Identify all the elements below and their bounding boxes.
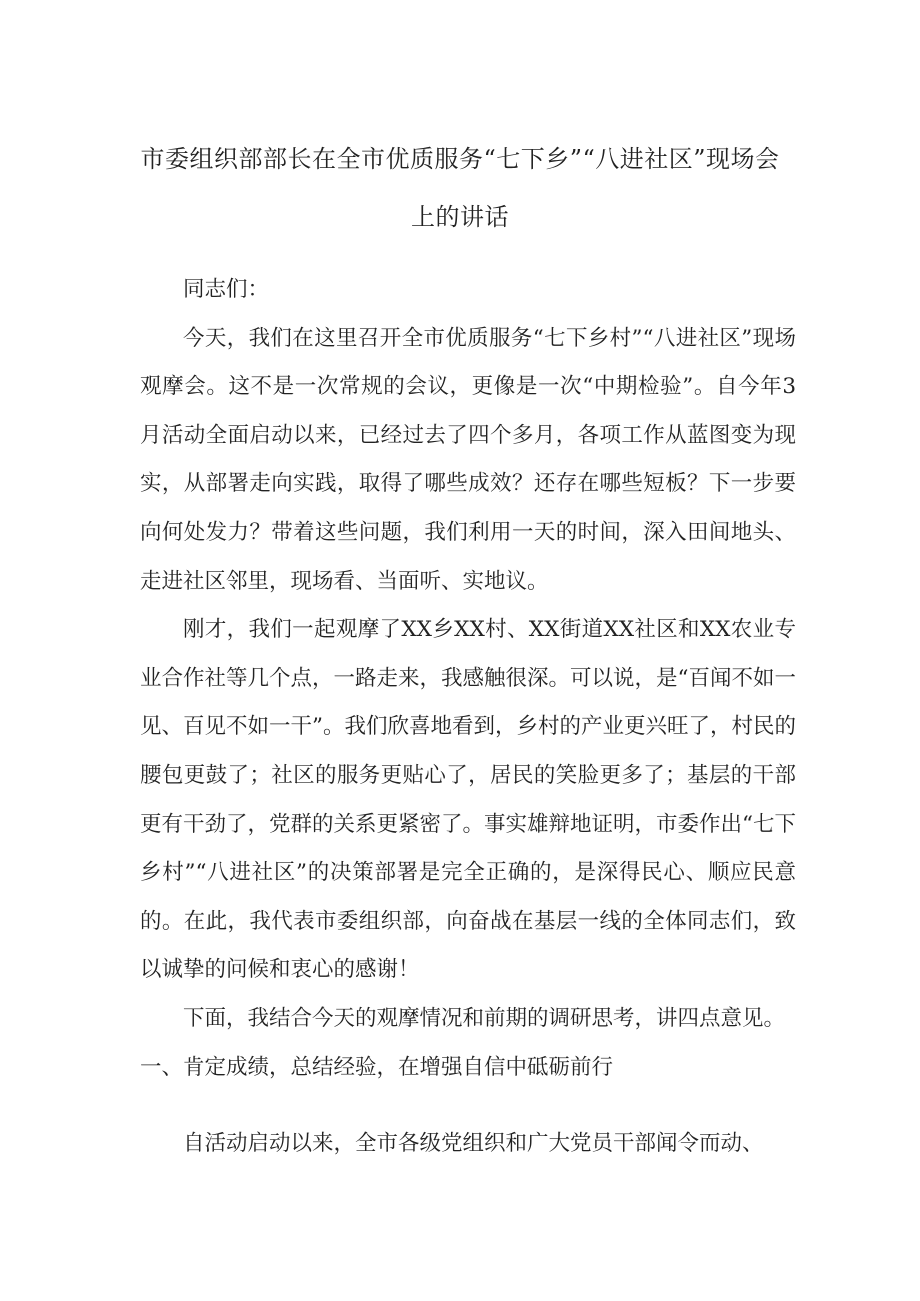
- section-paragraph: 自活动启动以来，全市各级党组织和广大党员干部闻令而动、: [183, 1131, 764, 1157]
- salutation: 同志们：: [183, 277, 270, 302]
- document-body: [140, 266, 796, 1169]
- paragraph-3: 下面，我结合今天的观摩情况和前期的调研思考，讲四点意见。: [183, 1005, 786, 1031]
- section-heading: 一、肯定成绩，总结经验，在增强自信中砥砺前行: [140, 1054, 614, 1080]
- document-title: 市委组织部部长在全市优质服务“七下乡”“八进社区”现场会上的讲话: [140, 145, 780, 231]
- paragraph-1: 今天，我们在这里召开全市优质服务“七下乡村”“八进社区”现场观摩会。这不是一次常规的会议，更像是一次“中期检验”。自今年3月活动全面启动以来，已经过去了四个多月，各项工作从蓝图变为现实，从部署走向实践，取得了哪些成效？还存在哪些短板？下一步要向何处发力？带着这些问题，我们利用一天的时间，深入田间地头、走进社区邻里，现场看、当面听、实地议。: [140, 325, 796, 594]
- paragraph-2: 刚才，我们一起观摩了XX乡XX村、XX街道XX社区和XX农业专业合作社等几个点，一路走来，我感触很深。可以说，是“百闻不如一见、百见不如一干”。我们欣喜地看到，乡村的产业更兴旺了，村民的腰包更鼓了；社区的服务更贴心了，居民的笑脸更多了；基层的干部更有干劲了，党群的关系更紧密了。事实雄辩地证明，市委作出“七下乡村”“八进社区”的决策部署是完全正确的，是深得民心、顺应民意的。在此，我代表市委组织部，向奋战在基层一线的全体同志们，致以诚挚的问候和衷心的感谢！: [140, 617, 796, 983]
